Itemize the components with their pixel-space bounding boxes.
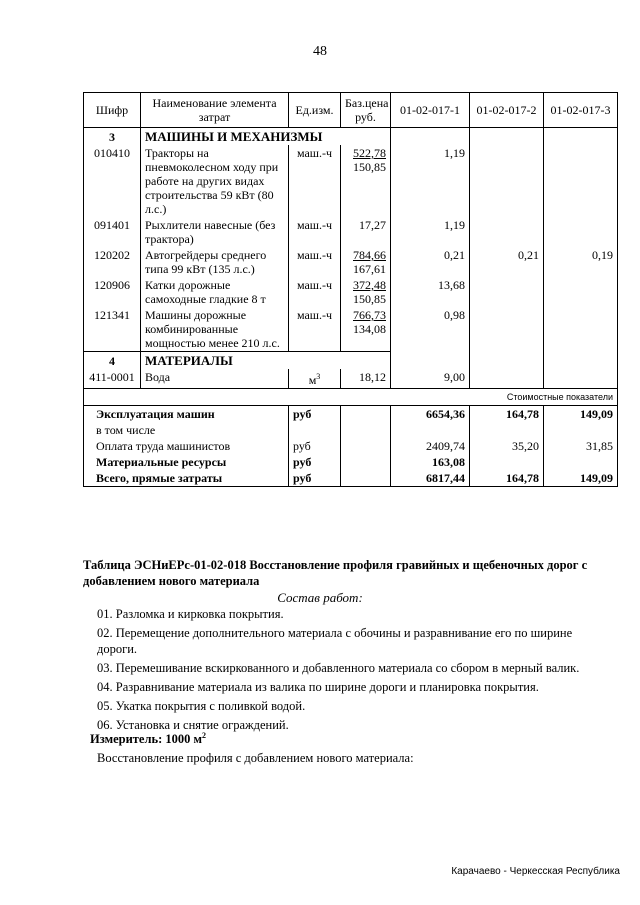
section-code: 3 (84, 128, 141, 146)
list-item: 03. Перемешивание вскиркованного и добавленного материала со сбором в мерный валик. (97, 661, 580, 675)
total-value-3: 31,85 (544, 438, 618, 454)
total-value-2 (470, 422, 544, 438)
row-norm-1: 0,21 (391, 247, 470, 277)
total-value-1: 6817,44 (391, 470, 470, 487)
row-price-main: 18,12 (341, 369, 391, 389)
work-list (97, 606, 612, 736)
row-unit: маш.-ч (289, 307, 341, 352)
row-code: 010410 (84, 145, 141, 217)
restore-caption: Восстановление профиля с добавлением нового материала: (97, 751, 414, 765)
row-norm-2 (470, 307, 544, 352)
total-value-2: 164,78 (470, 470, 544, 487)
total-unit (289, 422, 341, 438)
row-unit: м (308, 373, 317, 387)
row-norm-3 (544, 307, 618, 352)
total-label: Эксплуатация машин (84, 406, 289, 423)
row-price-main: 522,78 (353, 146, 386, 160)
row-norm-2 (470, 217, 544, 247)
row-code: 120906 (84, 277, 141, 307)
table-row (84, 247, 618, 277)
row-unit: маш.-ч (289, 247, 341, 277)
totals-row (84, 470, 618, 487)
row-unit: маш.-ч (289, 145, 341, 217)
header-name: Наименование элемента затрат (141, 93, 289, 128)
list-item: 05. Укатка покрытия с поливкой водой. (97, 699, 306, 713)
measure-unit (90, 731, 206, 747)
table-row (84, 145, 618, 217)
header-code: Шифр (84, 93, 141, 128)
row-code: 120202 (84, 247, 141, 277)
row-unit-exponent: 3 (316, 372, 321, 381)
header-norm-1: 01-02-017-1 (391, 93, 470, 128)
work-composition-header: Состав работ: (277, 590, 363, 605)
list-item: 01. Разломка и кирковка покрытия. (97, 607, 284, 621)
list-item: 06. Установка и снятие ограждений. (97, 718, 289, 732)
measure-exponent: 2 (202, 731, 207, 740)
list-item: 04. Разравнивание материала из валика по ширине дороги и планировка покрытия. (97, 680, 539, 694)
row-name: Рыхлители навесные (без трактора) (141, 217, 289, 247)
row-norm-2 (470, 277, 544, 307)
total-value-1 (391, 422, 470, 438)
total-unit: руб (289, 470, 341, 487)
row-price-main: 766,73 (353, 308, 386, 322)
row-price-sub: 150,85 (353, 292, 386, 306)
section-title: МАШИНЫ И МЕХАНИЗМЫ (141, 128, 391, 146)
total-value-3: 149,09 (544, 470, 618, 487)
row-norm-3 (544, 217, 618, 247)
table-title: Таблица ЭСНиЕРс-01-02-018 Восстановление профиля гравийных и щебеночных дорог с добавлением нового материала (83, 558, 588, 588)
row-price-sub: 134,08 (353, 322, 386, 336)
total-label: Оплата труда машинистов (84, 438, 289, 454)
row-price-main: 784,66 (353, 248, 386, 262)
row-code: 411-0001 (84, 369, 141, 389)
totals-row (84, 454, 618, 470)
row-code: 121341 (84, 307, 141, 352)
row-norm-3 (544, 145, 618, 217)
total-value-3 (544, 422, 618, 438)
row-code: 091401 (84, 217, 141, 247)
row-name: Автогрейдеры среднего типа 99 кВт (135 л.с.) (141, 247, 289, 277)
row-norm-1: 9,00 (391, 369, 470, 389)
total-unit: руб (289, 406, 341, 423)
page-number: 48 (313, 44, 327, 59)
list-item: 02. Перемещение дополнительного материала с обочины и разравнивание его по ширине дороги. (97, 626, 573, 656)
row-price-main: 17,27 (359, 218, 386, 232)
resource-table (83, 92, 618, 487)
total-value-1: 6654,36 (391, 406, 470, 423)
total-label: в том числе (84, 422, 289, 438)
header-unit: Ед.изм. (289, 93, 341, 128)
total-value-1: 2409,74 (391, 438, 470, 454)
cost-indicators-label: Стоимостные показатели (470, 389, 618, 406)
row-name: Катки дорожные самоходные гладкие 8 т (141, 277, 289, 307)
section-title: МАТЕРИАЛЫ (141, 352, 391, 370)
section-row-machines (84, 128, 618, 146)
measure-label: Измеритель: 1000 м (90, 732, 203, 747)
row-price-sub: 167,61 (353, 262, 386, 276)
section-row-materials (84, 352, 618, 370)
row-name: Машины дорожные комбинированные мощностью менее 210 л.с. (141, 307, 289, 352)
row-price-main: 372,48 (353, 278, 386, 292)
footer-region: Карачаево - Черкесская Республика (451, 866, 620, 877)
header-norm-3: 01-02-017-3 (544, 93, 618, 128)
cost-label-row (84, 389, 618, 406)
total-label: Материальные ресурсы (84, 454, 289, 470)
header-norm-2: 01-02-017-2 (470, 93, 544, 128)
table-row (84, 369, 618, 389)
row-norm-1: 13,68 (391, 277, 470, 307)
total-value-1: 163,08 (391, 454, 470, 470)
table-row (84, 277, 618, 307)
row-name: Вода (141, 369, 289, 389)
row-unit: маш.-ч (289, 277, 341, 307)
section-code: 4 (84, 352, 141, 370)
row-norm-1: 1,19 (391, 145, 470, 217)
table-row (84, 217, 618, 247)
total-value-3 (544, 454, 618, 470)
row-unit: маш.-ч (289, 217, 341, 247)
total-value-2: 35,20 (470, 438, 544, 454)
total-value-3: 149,09 (544, 406, 618, 423)
row-norm-1: 0,98 (391, 307, 470, 352)
totals-row (84, 438, 618, 454)
totals-row (84, 422, 618, 438)
table-row (84, 307, 618, 352)
table-header-row (84, 93, 618, 128)
row-price-sub: 150,85 (353, 160, 386, 174)
total-value-2 (470, 454, 544, 470)
totals-row (84, 406, 618, 423)
total-unit: руб (289, 438, 341, 454)
total-value-2: 164,78 (470, 406, 544, 423)
total-unit: руб (289, 454, 341, 470)
header-base-price: Баз.цена руб. (341, 93, 391, 128)
row-norm-3 (544, 277, 618, 307)
row-name: Тракторы на пневмоколесном ходу при работе на других видах строительства 59 кВт (80 л.с.) (141, 145, 289, 217)
row-norm-3: 0,19 (544, 247, 618, 277)
row-norm-2: 0,21 (470, 247, 544, 277)
total-label: Всего, прямые затраты (84, 470, 289, 487)
row-norm-2 (470, 145, 544, 217)
row-norm-1: 1,19 (391, 217, 470, 247)
